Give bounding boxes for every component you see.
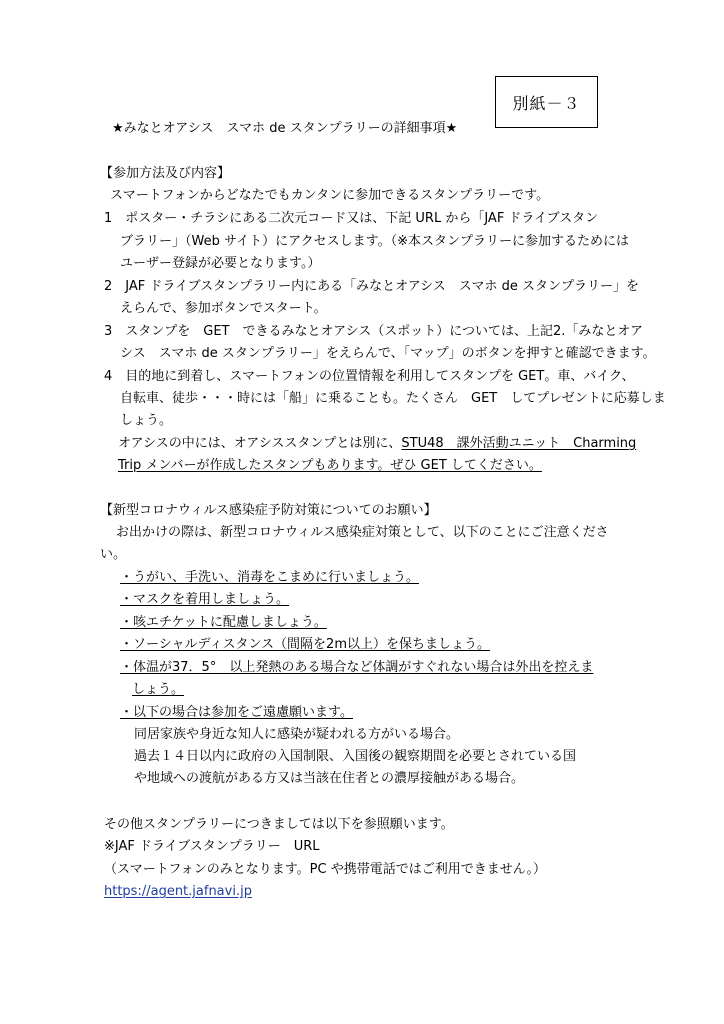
item1-line1: 1 ポスター・チラシにある二次元コード又は、下記 URL から「JAF ドライブスタン — [104, 211, 599, 226]
item4-line3: しょう。 — [120, 413, 173, 428]
charming-trip-note-line1 — [118, 435, 636, 453]
document-title: ★みなとオアシス スマホ de スタンプラリーの詳細事項★ — [112, 121, 458, 136]
footer-reference: その他スタンプラリーにつきましては以下を参照願います。 — [104, 817, 454, 832]
bullet-mask: ・マスクを着用しましょう。 — [120, 592, 290, 607]
bullet-temperature: ・体温が37．5° 以上発熱のある場合など体調がすぐれない場合は外出を控えま — [120, 660, 594, 675]
item3-line2: シス スマホ de スタンプラリー」をえらんで、「マップ」のボタンを押すと確認できます。 — [120, 346, 656, 361]
section1-intro: スマートフォンからどなたでもカンタンに参加できるスタンプラリーです。 — [110, 188, 550, 203]
refrain-case-1: 同居家族や身近な知人に感染が疑われる方がいる場合。 — [134, 727, 460, 742]
bullet-cough: ・咳エチケットに配慮しましょう。 — [120, 615, 327, 630]
charming-trip-note-line2: Trip メンバーが作成したスタンプもあります。ぜひ GET してください。 — [118, 458, 542, 473]
refrain-case-3: や地域への渡航がある方又は当該在住者との濃厚接触がある場合。 — [134, 771, 525, 786]
item4-line1: 4 目的地に到着し、スマートフォンの位置情報を利用してスタンプを GET。車、バイク、 — [104, 369, 635, 384]
section2-intro-line1: お出かけの際は、新型コロナウィルス感染症対策として、以下のことにご注意くださ — [116, 525, 609, 540]
bullet-temperature-cont: しょう。 — [132, 682, 185, 697]
footer-smartphone-note: （スマートフォンのみとなります。PC や携帯電話ではご利用できません。） — [104, 862, 546, 877]
note-underlined-1: STU48 課外活動ユニット Charming — [401, 436, 637, 451]
jaf-url-link[interactable]: https://agent.jafnavi.jp — [104, 884, 252, 899]
item3-line1: 3 スタンプを GET できるみなとオアシス（スポット）については、上記2.「みなとオア — [104, 324, 643, 339]
attachment-label: 別紙－３ — [512, 93, 581, 113]
footer-url-label: ※JAF ドライブスタンプラリー URL — [104, 839, 320, 854]
section2-heading: 【新型コロナウィルス感染症予防対策についてのお願い】 — [100, 503, 437, 518]
refrain-case-2: 過去１４日以内に政府の入国制限、入国後の観察期間を必要とされている国 — [134, 749, 577, 764]
bullet-distance: ・ソーシャルディスタンス（間隔を2m以上）を保ちましょう。 — [120, 637, 490, 652]
bullet-refrain: ・以下の場合は参加をご遠慮願います。 — [120, 705, 353, 720]
item1-line2: ブラリー」（Web サイト）にアクセスします。（※本スタンプラリーに参加するためには — [120, 234, 630, 249]
attachment-label-box — [495, 76, 598, 128]
item2-line2: えらんで、参加ボタンでスタート。 — [120, 301, 327, 316]
bullet-gargle: ・うがい、手洗い、消毒をこまめに行いましょう。 — [120, 570, 420, 585]
item4-line2: 自転車、徒歩・・・時には「船」に乗ることも。たくさん GET してプレゼントに応募しま — [120, 391, 666, 406]
note-prefix: オアシスの中には、オアシススタンプとは別に、 — [118, 436, 402, 451]
item2-line1: 2 JAF ドライブスタンプラリー内にある「みなとオアシス スマホ de スタンプラリー」を — [104, 279, 640, 294]
item1-line3: ユーザー登録が必要となります。） — [120, 256, 321, 271]
section1-heading: 【参加方法及び内容】 — [100, 166, 231, 181]
section2-intro-line2: い。 — [100, 547, 127, 562]
